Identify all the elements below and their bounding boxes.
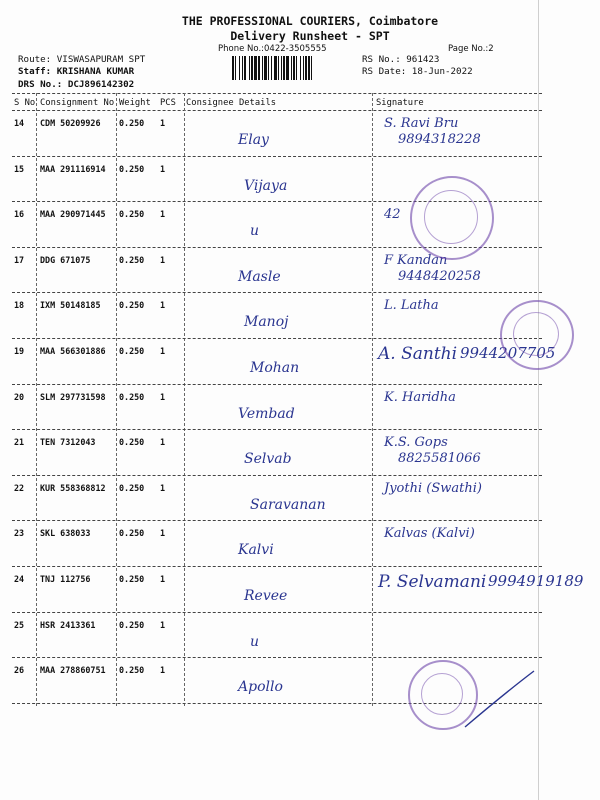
row-sno: 21 — [14, 437, 25, 448]
row-consignee-name: Selvab — [244, 451, 292, 468]
row-consignment-no: SKL 638033 — [40, 528, 91, 539]
row-consignee-name: Saravanan — [250, 496, 326, 513]
row-weight: 0.250 — [119, 346, 145, 356]
row-consignment-no: MAA 291116914 — [40, 163, 106, 174]
header-bottom-rule — [12, 110, 542, 111]
row-separator — [12, 566, 542, 567]
rs-number: RS No.: 961423 — [362, 54, 440, 65]
row-weight: 0.250 — [119, 437, 145, 448]
row-sno: 18 — [14, 300, 25, 311]
row-signature-phone: 9448420258 — [398, 268, 481, 284]
row-consignment-no: MAA 290971445 — [40, 209, 106, 220]
row-consignee-name: Mohan — [250, 360, 300, 376]
company-seal-stamp — [500, 300, 574, 370]
signature-stroke-icon — [460, 665, 540, 735]
row-pcs: 1 — [160, 163, 166, 174]
row-sno: 26 — [14, 665, 25, 676]
row-signature: 42 — [384, 207, 401, 223]
row-consignment-no: DDG 671075 — [40, 254, 91, 265]
row-consignment-no: MAA 278860751 — [40, 665, 106, 676]
row-sno: 25 — [14, 619, 25, 630]
drs-line — [18, 79, 134, 91]
drs-label: DRS No.: — [18, 79, 63, 90]
row-signature: K.S. Gops — [384, 435, 448, 451]
row-separator — [12, 156, 542, 157]
row-consignee-name: Kalvi — [238, 542, 274, 559]
row-weight: 0.250 — [119, 665, 145, 676]
row-consignee-name: Vijaya — [244, 177, 288, 194]
row-consignment-no: KUR 558368812 — [40, 482, 106, 493]
staff-label: Staff: — [18, 66, 52, 77]
col-pcs-header: PCS — [160, 98, 176, 108]
row-consignment-no: TNJ 112756 — [40, 574, 91, 584]
drs-value: DCJ896142302 — [67, 79, 135, 90]
row-separator — [12, 292, 542, 293]
row-consignee-name: Elay — [238, 132, 269, 148]
row-pcs: 1 — [160, 437, 166, 448]
row-consignee-name: Vembad — [238, 405, 295, 422]
page-number: Page No.:2 — [448, 44, 494, 54]
runsheet-title: Delivery Runsheet - SPT — [230, 29, 390, 43]
phone-number: Phone No.:0422-3505555 — [218, 44, 327, 54]
row-pcs: 1 — [160, 482, 166, 493]
row-weight: 0.250 — [119, 163, 145, 174]
row-consignee-name: u — [250, 633, 260, 650]
staff-value: KRISHANA KUMAR — [56, 66, 135, 77]
col-divider — [116, 93, 117, 706]
col-consignee-header: Consignee Details — [186, 98, 277, 108]
row-weight: 0.250 — [119, 209, 145, 220]
row-consignee-name: Apollo — [238, 679, 283, 696]
row-consignee-name: Manoj — [244, 314, 289, 331]
row-separator — [12, 520, 542, 521]
row-signature: S. Ravi Bru — [384, 116, 459, 131]
route-line — [18, 54, 145, 66]
col-consignment-header: Consignment No — [40, 98, 115, 108]
rs-date: RS Date: 18-Jun-2022 — [362, 66, 473, 77]
row-sno: 14 — [14, 118, 25, 128]
row-pcs: 1 — [160, 300, 166, 311]
row-sno: 22 — [14, 482, 25, 493]
row-pcs: 1 — [160, 254, 166, 265]
row-pcs: 1 — [160, 619, 166, 630]
company-title: THE PROFESSIONAL COURIERS, Coimbatore — [181, 14, 439, 28]
col-weight-header: Weight — [119, 98, 151, 108]
col-signature-header: Signature — [376, 98, 424, 108]
row-sno: 23 — [14, 528, 25, 539]
row-weight: 0.250 — [119, 254, 145, 265]
row-consignment-no: HSR 2413361 — [40, 619, 96, 630]
row-pcs: 1 — [160, 665, 166, 676]
row-sno: 17 — [14, 254, 25, 265]
row-sno: 24 — [14, 574, 25, 584]
row-signature: A. Santhi — [378, 344, 458, 364]
row-separator — [12, 384, 542, 385]
row-pcs: 1 — [160, 209, 166, 220]
row-separator — [12, 429, 542, 430]
row-separator — [12, 612, 542, 613]
row-sno: 19 — [14, 346, 25, 356]
header-top-rule — [12, 93, 542, 94]
row-signature-phone: 9994919189 — [488, 572, 584, 590]
row-weight: 0.250 — [119, 118, 145, 128]
row-consignee-name: Revee — [244, 588, 288, 604]
route-label: Route: — [18, 54, 52, 65]
row-sno: 20 — [14, 391, 25, 402]
row-consignment-no: IXM 50148185 — [40, 300, 101, 311]
row-signature: L. Latha — [384, 298, 439, 314]
row-consignment-no: CDM 50209926 — [40, 118, 101, 128]
col-sno-header: S No — [14, 98, 36, 108]
row-consignment-no: MAA 566301886 — [40, 346, 106, 356]
col-divider — [184, 93, 185, 706]
row-pcs: 1 — [160, 574, 166, 584]
row-consignment-no: SLM 297731598 — [40, 391, 106, 402]
row-signature: K. Haridha — [384, 389, 456, 405]
staff-line — [18, 66, 134, 78]
row-weight: 0.250 — [119, 482, 145, 493]
row-consignment-no: TEN 7312043 — [40, 437, 96, 448]
row-pcs: 1 — [160, 528, 166, 539]
row-separator — [12, 475, 542, 476]
row-consignee-name: Masle — [238, 268, 281, 285]
row-weight: 0.250 — [119, 619, 145, 630]
row-signature-phone: 9894318228 — [398, 132, 481, 147]
row-pcs: 1 — [160, 118, 166, 128]
row-signature: Jyothi (Swathi) — [384, 480, 482, 496]
row-weight: 0.250 — [119, 391, 145, 402]
barcode-icon — [232, 56, 356, 80]
row-signature: P. Selvamani — [378, 572, 487, 592]
row-weight: 0.250 — [119, 300, 145, 311]
row-pcs: 1 — [160, 346, 166, 356]
row-separator — [12, 657, 542, 658]
col-divider — [372, 93, 373, 706]
row-signature-phone: 9944207705 — [460, 344, 556, 362]
company-seal-stamp — [410, 176, 494, 260]
row-signature-phone: 8825581066 — [398, 451, 481, 467]
row-consignee-name: u — [250, 223, 260, 240]
row-sno: 15 — [14, 163, 25, 174]
row-weight: 0.250 — [119, 528, 145, 539]
row-signature: Kalvas (Kalvi) — [384, 526, 475, 542]
row-sno: 16 — [14, 209, 25, 220]
row-separator — [12, 338, 542, 339]
row-weight: 0.250 — [119, 574, 145, 584]
route-value: VISWASAPURAM SPT — [56, 54, 146, 65]
row-signature: F Kandan — [384, 252, 448, 268]
col-divider — [36, 93, 37, 706]
row-pcs: 1 — [160, 391, 166, 402]
